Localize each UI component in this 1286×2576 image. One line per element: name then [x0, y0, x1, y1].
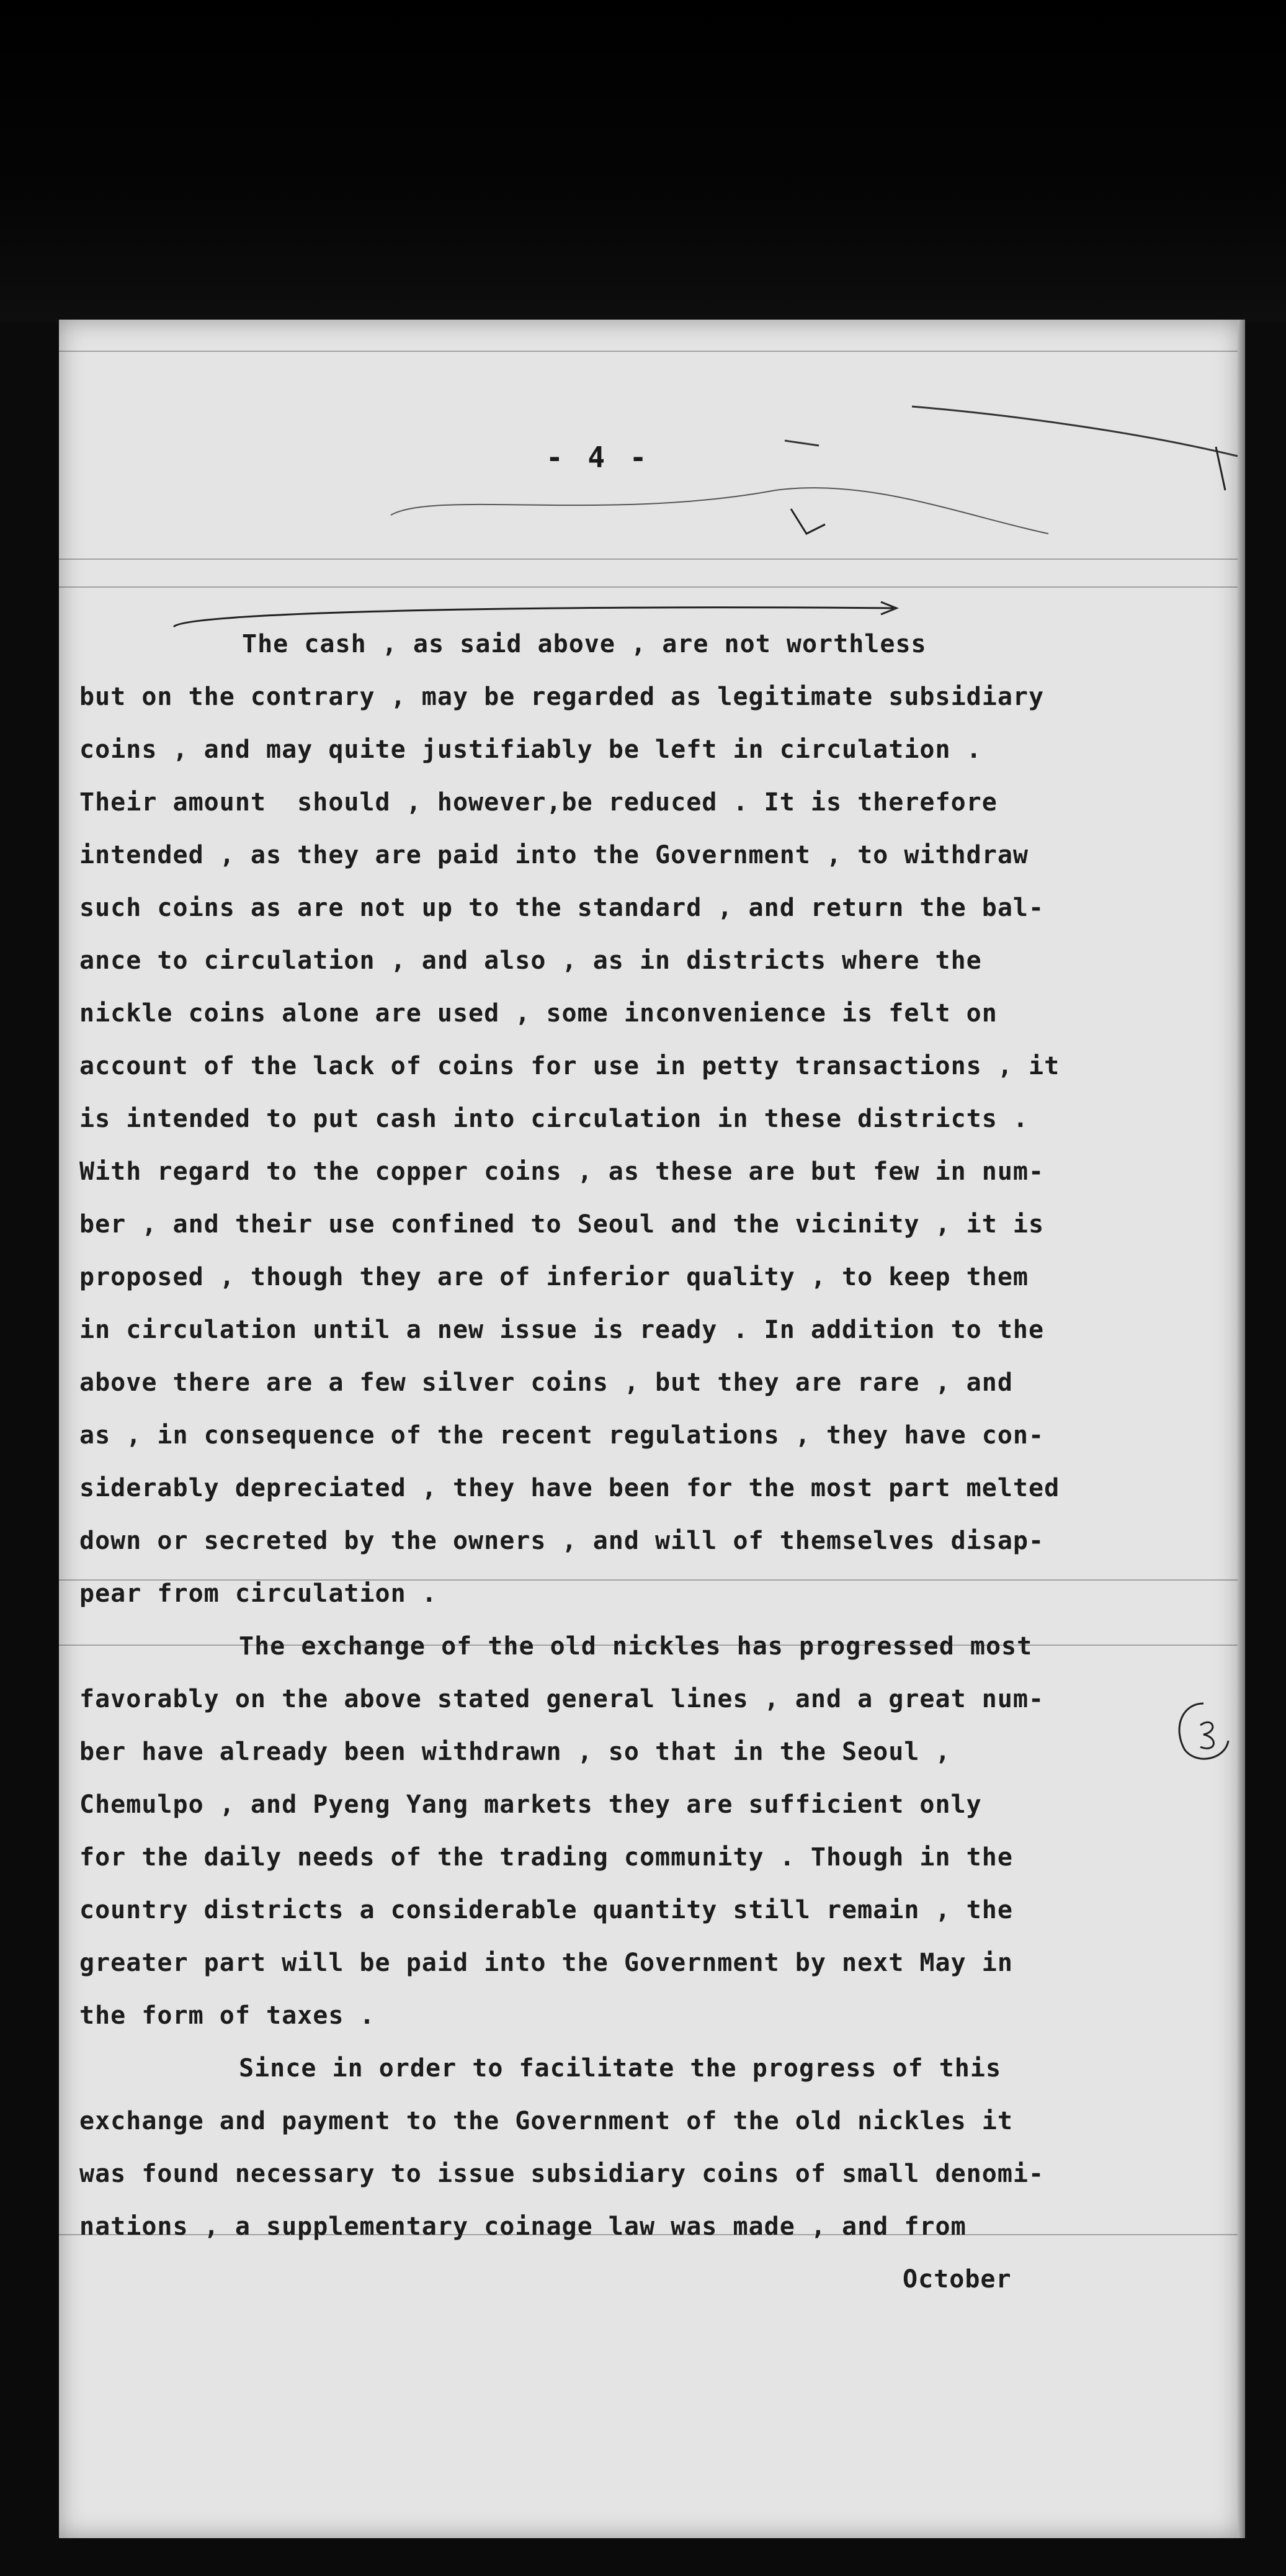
- text-line: October: [903, 2265, 1012, 2294]
- text-line: account of the lack of coins for use in petty transactions , it: [79, 1052, 1060, 1080]
- text-line: The cash , as said above , are not worthless: [242, 630, 927, 658]
- text-line: such coins as are not up to the standard , and return the bal-: [79, 894, 1045, 922]
- page-number: - 4 -: [546, 441, 651, 474]
- text-line: is intended to put cash into circulation in these districts .: [79, 1105, 1029, 1133]
- text-line: down or secreted by the owners , and will of themselves disap-: [79, 1527, 1045, 1555]
- text-line: intended , as they are paid into the Government , to withdraw: [79, 841, 1029, 869]
- text-line: as , in consequence of the recent regulations , they have con-: [79, 1421, 1045, 1450]
- text-line: country districts a considerable quantity still remain , the: [79, 1896, 1013, 1924]
- text-line: nickle coins alone are used , some inconvenience is felt on: [79, 999, 998, 1028]
- text-line: pear from circulation .: [79, 1579, 437, 1608]
- text-line: ance to circulation , and also , as in districts where the: [79, 946, 982, 975]
- text-line: nations , a supplementary coinage law was made , and from: [79, 2212, 967, 2241]
- margin-circle-mark: [1166, 1694, 1241, 1769]
- text-line: the form of taxes .: [79, 2001, 375, 2030]
- text-line: proposed , though they are of inferior quality , to keep them: [79, 1263, 1029, 1291]
- text-line: With regard to the copper coins , as these are but few in num-: [79, 1157, 1045, 1186]
- text-line: ber have already been withdrawn , so that in the Seoul ,: [79, 1738, 951, 1766]
- text-line: above there are a few silver coins , but they are rare , and: [79, 1368, 1013, 1397]
- text-line: for the daily needs of the trading community . Though in the: [79, 1843, 1013, 1872]
- text-line: favorably on the above stated general lines , and a great num-: [79, 1685, 1045, 1713]
- text-line: ber , and their use confined to Seoul and the vicinity , it is: [79, 1210, 1045, 1239]
- text-line: siderably depreciated , they have been for the most part melted: [79, 1474, 1060, 1502]
- text-line: was found necessary to issue subsidiary coins of small denomi-: [79, 2160, 1045, 2188]
- text-line: coins , and may quite justifiably be left in circulation .: [79, 735, 982, 764]
- text-line: in circulation until a new issue is ready . In addition to the: [79, 1316, 1045, 1344]
- text-line: The exchange of the old nickles has progressed most: [239, 1632, 1033, 1661]
- text-line: exchange and payment to the Government of the old nickles it: [79, 2107, 1013, 2135]
- text-line: Their amount should , however,be reduced . It is therefore: [79, 788, 998, 817]
- text-line: Chemulpo , and Pyeng Yang markets they are sufficient only: [79, 1790, 982, 1819]
- text-line: but on the contrary , may be regarded as legitimate subsidiary: [79, 683, 1045, 711]
- text-line: greater part will be paid into the Government by next May in: [79, 1949, 1013, 1977]
- text-line: Since in order to facilitate the progress of this: [239, 2054, 1002, 2083]
